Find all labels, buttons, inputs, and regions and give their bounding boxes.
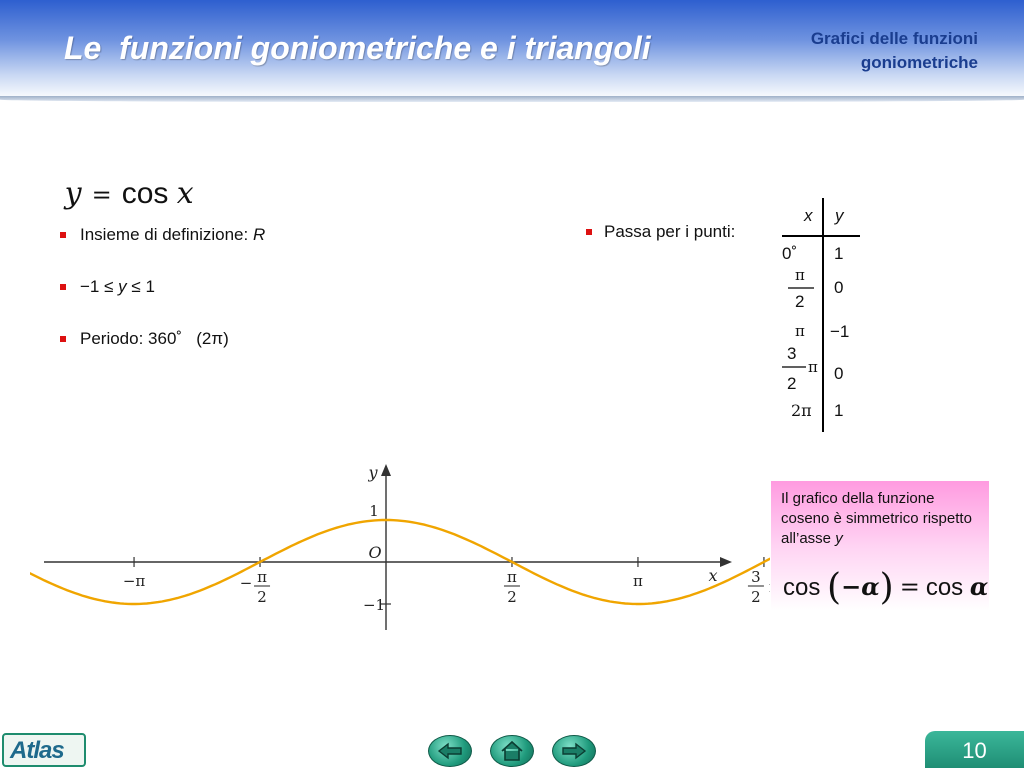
col-header-y: y [835,206,844,225]
tick-den: 2 [257,588,267,606]
row1-y: 1 [834,244,844,263]
header-divider [0,96,1024,102]
note-eq: = [899,573,920,601]
x-tick-label-5: π [633,572,643,590]
cosine-chart [30,458,770,638]
prev-button[interactable] [428,735,472,767]
properties-list [60,224,265,380]
page-number-box [925,731,1024,768]
home-button[interactable] [490,735,534,767]
x-tick-label-4 [504,568,520,606]
range-bullet [60,276,265,298]
section-title: Grafici delle funzioni goniometriche [810,29,978,72]
range-var: y [118,277,127,296]
note-alpha: α [969,572,989,601]
main-formula [48,142,194,211]
row4-x-pi: π [808,358,818,376]
slide-title: Le funzioni goniometriche e i triangoli [64,30,651,66]
row4-x-den: 2 [787,374,797,393]
domain-bullet [60,224,265,246]
x-tick-label-6 [748,568,770,606]
x-tick-label-2: −π [122,572,146,590]
note-formula [783,567,988,608]
row4-y: 0 [834,364,844,383]
y-axis-arrow [381,464,391,476]
tick-pi [769,578,770,596]
row3-x: π [795,322,805,340]
note-cos-2: cos [925,574,964,601]
formula-x: x [176,176,194,211]
table-lines [760,198,870,438]
next-button[interactable] [552,735,596,767]
note-text [781,489,981,549]
symmetry-note [771,481,989,611]
x-axis-arrow [720,557,732,567]
x-axis-label: x [708,566,718,585]
note-arg: −α [841,572,880,601]
formula-eq: = [91,181,112,209]
page-number: 10 [962,738,987,763]
home-icon [499,740,525,762]
points-table [760,198,870,438]
domain-label: Insieme di definizione: [80,225,253,244]
row5-x: 2π [791,401,812,420]
row2-x-num: π [795,266,805,284]
range-right: ≤ 1 [126,277,155,296]
note-rpar: ) [879,567,894,608]
row2-y: 0 [834,278,844,297]
row1-x: 0˚ [782,244,798,263]
period-bullet: Periodo: 360˚ (2π) [60,328,265,350]
note-text-prefix: Il grafico della funzione coseno è simmetrico rispetto all’asse [781,490,972,547]
tick-num: π [507,568,517,586]
row2-x-den: 2 [795,292,805,311]
tick-minus: − [239,574,253,592]
range-left: −1 ≤ [80,277,119,296]
tick-den: 2 [507,588,517,606]
formula-y: y [64,176,82,211]
y-tick-label-1: −1 [362,596,386,614]
formula-fn: cos [121,177,169,210]
x-tick-label-3 [240,568,270,606]
col-header-x: x [804,206,813,225]
note-cos-1: cos [783,574,821,601]
note-text-var: y [835,530,843,547]
row3-y: −1 [830,322,850,341]
row2-fraction-bar [788,286,818,290]
arrow-right-icon [561,742,587,760]
arrow-left-icon [437,742,463,760]
tick-den: 2 [751,588,761,606]
y-tick-label-0: 1 [369,502,379,520]
y-axis-label: y [368,463,378,482]
atlas-logo[interactable] [2,733,86,767]
note-lpar: ( [827,567,842,608]
logo-text: Atlas [10,737,64,764]
points-label: Passa per i punti: [586,221,735,243]
row4-x-num: 3 [787,344,797,363]
origin-label: O [368,543,382,562]
row5-y: 1 [834,401,844,420]
domain-set: R [252,225,266,244]
tick-num: π [257,568,267,586]
tick-num: 3 [751,568,761,586]
